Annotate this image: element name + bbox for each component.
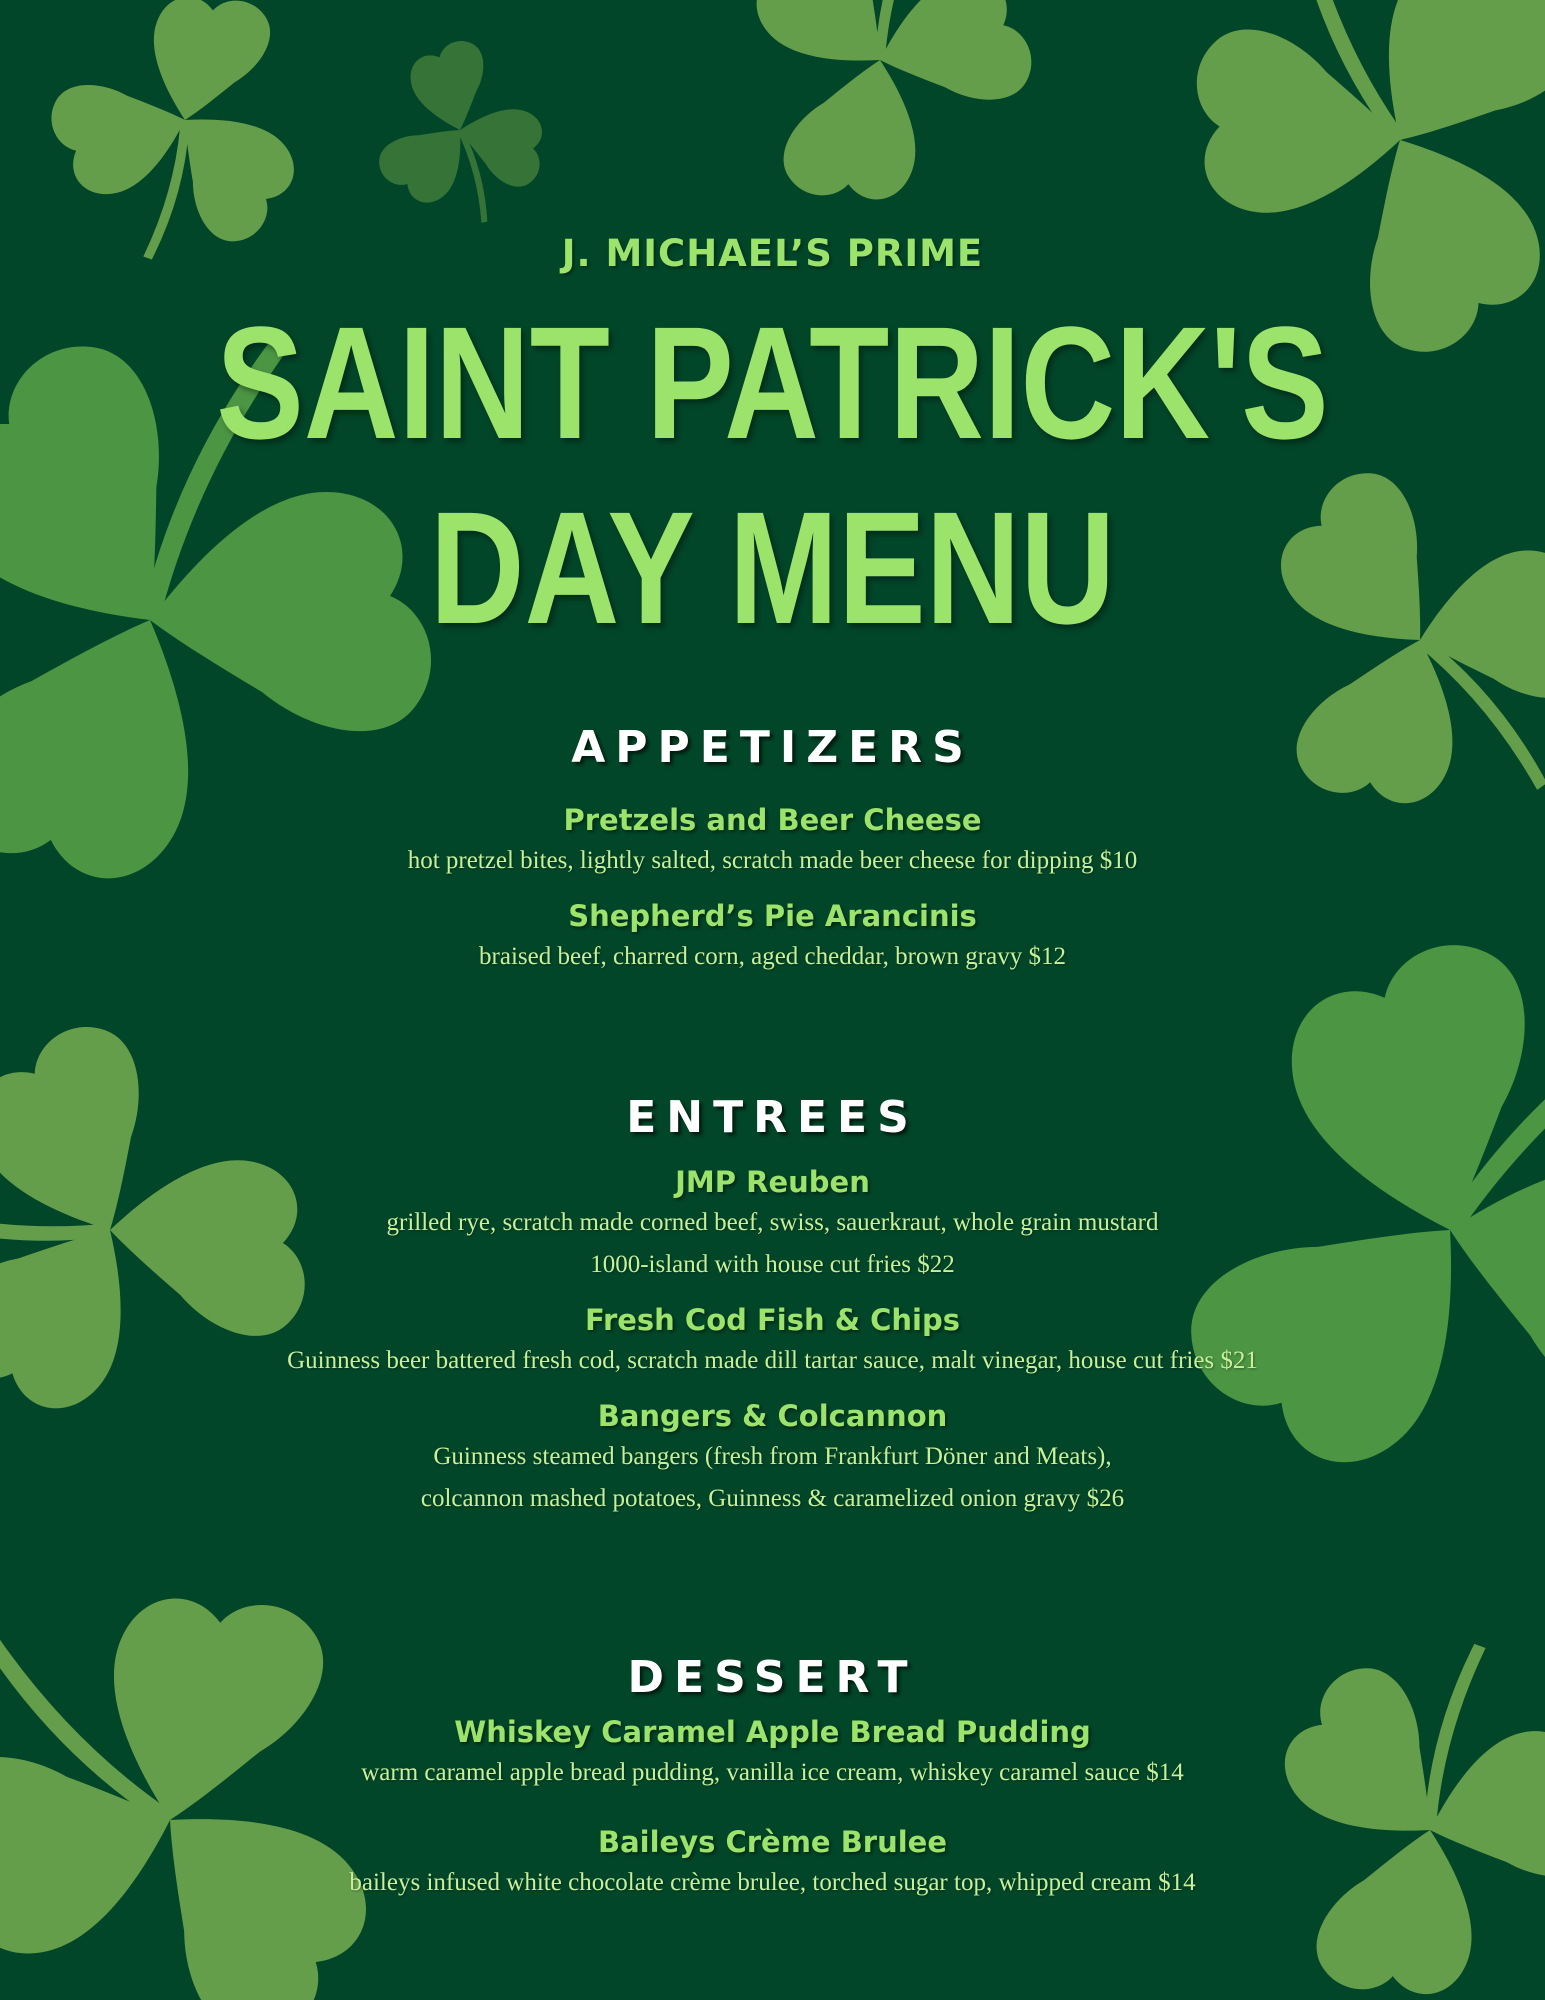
- menu-title-line-2: DAY MENU: [429, 478, 1116, 657]
- item-description: warm caramel apple bread pudding, vanilla ice cream, whiskey caramel sauce $14: [361, 1759, 1184, 1786]
- menu-item: [0, 1822, 1545, 1904]
- menu-item: [0, 1396, 1545, 1520]
- section-appetizers: [0, 718, 1545, 988]
- menu-item: [0, 896, 1545, 978]
- menu-item: [0, 1712, 1545, 1794]
- section-heading: DESSERT: [627, 1652, 918, 1703]
- section-dessert: [0, 1648, 1545, 1914]
- item-description: braised beef, charred corn, aged cheddar, brown gravy $12: [479, 943, 1066, 970]
- menu-item: [0, 800, 1545, 882]
- menu-item: [0, 1162, 1545, 1286]
- item-name: Shepherd’s Pie Arancinis: [568, 899, 977, 933]
- item-name: JMP Reuben: [675, 1165, 870, 1199]
- item-description: grilled rye, scratch made corned beef, swiss, sauerkraut, whole grain mustard 1000-island with house cut fries $22: [386, 1209, 1159, 1278]
- item-description: baileys infused white chocolate crème brulee, torched sugar top, whipped cream $14: [349, 1869, 1196, 1896]
- item-description: Guinness beer battered fresh cod, scratch made dill tartar sauce, malt vinegar, house cut fries $21: [287, 1347, 1258, 1374]
- section-heading: APPETIZERS: [571, 722, 974, 773]
- menu-title: [139, 290, 1406, 660]
- item-name: Bangers & Colcannon: [597, 1399, 948, 1433]
- section-heading: ENTREES: [626, 1092, 919, 1143]
- item-description: Guinness steamed bangers (fresh from Frankfurt Döner and Meats), colcannon mashed potatoes, Guinness & caramelized onion gravy $26: [420, 1443, 1125, 1512]
- menu-item: [0, 1300, 1545, 1382]
- item-name: Fresh Cod Fish & Chips: [584, 1303, 961, 1337]
- item-name: Pretzels and Beer Cheese: [563, 803, 982, 837]
- section-entrees: [0, 1088, 1545, 1530]
- item-description: hot pretzel bites, lightly salted, scratch made beer cheese for dipping $10: [407, 847, 1138, 874]
- menu-title-line-1: SAINT PATRICK'S: [216, 293, 1329, 472]
- item-name: Whiskey Caramel Apple Bread Pudding: [454, 1715, 1091, 1749]
- restaurant-name: J. MICHAEL’S PRIME: [561, 232, 984, 275]
- item-name: Baileys Crème Brulee: [597, 1825, 948, 1859]
